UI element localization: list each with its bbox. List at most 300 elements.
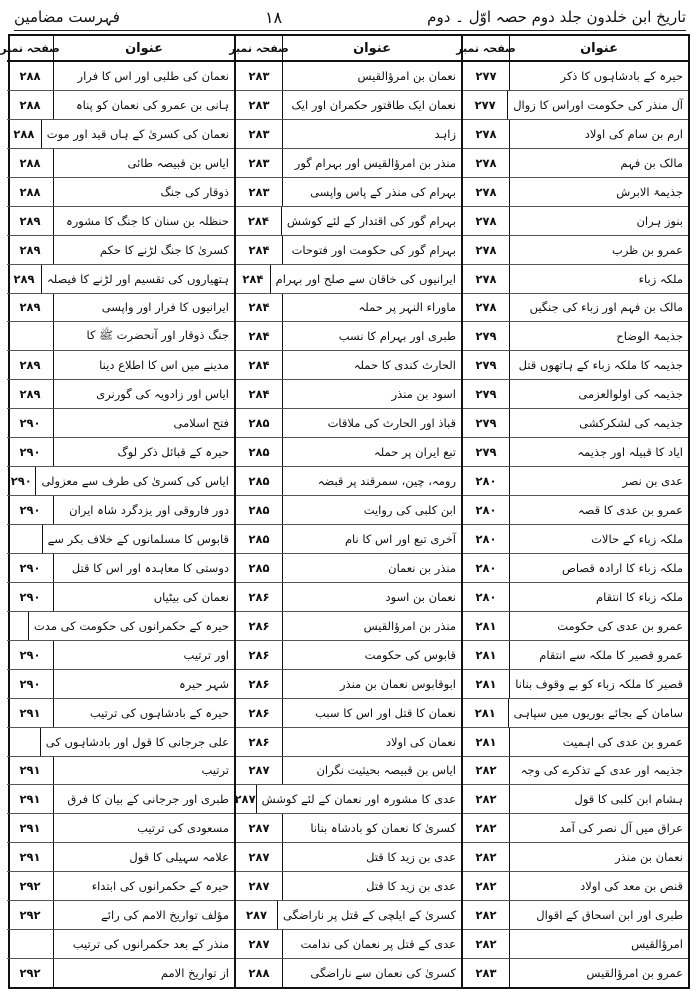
entry-page: ۲۹۰ xyxy=(7,670,54,698)
entry-page: ۲۷۹ xyxy=(463,351,510,379)
contents-entry xyxy=(7,670,234,699)
entry-page: ۲۹۲ xyxy=(7,959,54,987)
entry-page: ۲۸۴ xyxy=(236,236,283,264)
entry-title: ہشام ابن کلبی کا قول xyxy=(574,792,683,807)
entry-title: عدی بن زید کا قتل xyxy=(366,879,456,894)
title-heading: عنوان xyxy=(125,40,163,56)
entry-page: ۲۸۵ xyxy=(236,554,283,582)
entry-page: ۲۹۰ xyxy=(7,438,54,466)
entry-page xyxy=(7,525,43,553)
entry-title: جذیمہ کا ملکہ زباء کے ہاتھوں قتل xyxy=(518,358,683,373)
contents-entry xyxy=(236,843,461,872)
entry-page: ۲۸۷ xyxy=(235,785,257,813)
entry-page: ۲۸۳ xyxy=(236,178,283,206)
entry-title: فتح اسلامی xyxy=(173,416,229,431)
entry-title: آخری تبع اور اس کا نام xyxy=(344,531,456,546)
contents-entry xyxy=(463,757,688,786)
entry-page: ۲۷۷ xyxy=(463,91,508,119)
entry-page: ۲۸۰ xyxy=(463,467,510,495)
entry-title: طبری اور بہرام کا نسب xyxy=(338,329,456,344)
entry-page: ۲۷۷ xyxy=(463,62,510,90)
entry-page: ۲۸۹ xyxy=(7,236,54,264)
entry-title: جذیمہ کی لشکرکشی xyxy=(579,416,683,431)
contents-entry xyxy=(7,814,234,843)
entry-page: ۲۹۲ xyxy=(7,901,54,929)
entry-title: عمرو بن عدی کی اہمیت xyxy=(562,734,683,749)
entry-title: مالک بن فہم xyxy=(620,155,683,170)
entry-title: نعمان بن منذر xyxy=(615,850,683,865)
entry-title: حیرہ کے حکمرانوں کی حکومت کی مدت xyxy=(33,618,229,633)
entry-page: ۲۸۵ xyxy=(236,438,283,466)
contents-entry xyxy=(236,62,461,91)
entry-title: جذیمۃ الوضاح xyxy=(616,329,683,344)
contents-column-1 xyxy=(456,36,688,987)
entry-title: جذیمہ کی اولوالعزمی xyxy=(578,387,683,402)
column-header xyxy=(456,36,688,62)
entry-page: ۲۸۹ xyxy=(7,265,42,293)
entry-title: جنگ ذوقار اور آنحضرت ﷺ کا xyxy=(86,327,229,342)
entry-title: نعمان کی اولاد xyxy=(385,734,456,749)
contents-entry xyxy=(7,930,234,959)
contents-entry xyxy=(463,467,688,496)
entry-page: ۲۹۱ xyxy=(7,814,54,842)
entry-page: ۲۸۸ xyxy=(7,120,42,148)
contents-entry xyxy=(236,728,461,757)
entry-title: علی جرجانی کا قول اور بادشاہوں کی xyxy=(45,734,229,749)
entry-page: ۲۸۰ xyxy=(463,496,510,524)
contents-entry xyxy=(236,496,461,525)
contents-entry xyxy=(7,236,234,265)
entry-page: ۲۸۵ xyxy=(236,496,283,524)
contents-entry xyxy=(7,149,234,178)
contents-entry xyxy=(236,351,461,380)
column-rows xyxy=(236,62,461,987)
contents-entry xyxy=(463,901,688,930)
entry-title: امرؤالقیس xyxy=(631,937,683,952)
column-rows xyxy=(463,62,688,987)
contents-entry xyxy=(7,612,234,641)
entry-title: نعمان کا قتل اور اس کا سبب xyxy=(315,705,456,720)
entry-page xyxy=(7,612,29,640)
entry-title: منذر بن امرؤالقیس xyxy=(363,618,456,633)
contents-entry xyxy=(7,496,234,525)
entry-title: علامہ سہیلی کا قول xyxy=(129,850,229,865)
contents-entry xyxy=(236,785,461,814)
entry-page xyxy=(7,930,54,958)
entry-title: ابن کلبی کی روایت xyxy=(363,503,456,518)
entry-title: نعمان کی طلبی اور اس کا فرار xyxy=(77,68,229,83)
contents-entry xyxy=(7,525,234,554)
contents-entry xyxy=(236,322,461,351)
entry-page: ۲۸۲ xyxy=(463,872,510,900)
contents-entry xyxy=(463,149,688,178)
entry-title: ملکہ زباء کے حالات xyxy=(591,531,683,546)
contents-entry xyxy=(463,294,688,323)
contents-entry xyxy=(463,583,688,612)
contents-entry xyxy=(463,612,688,641)
entry-page: ۲۸۶ xyxy=(236,699,283,727)
contents-entry xyxy=(7,785,234,814)
contents-entry xyxy=(236,149,461,178)
entry-page: ۲۸۲ xyxy=(463,843,510,871)
contents-entry xyxy=(236,236,461,265)
contents-entry xyxy=(463,62,688,91)
contents-entry xyxy=(463,322,688,351)
entry-page: ۲۸۰ xyxy=(463,554,510,582)
entry-page: ۲۹۰ xyxy=(7,496,54,524)
contents-entry xyxy=(236,872,461,901)
entry-title: قابوس کا مسلمانوں کے خلاف بکر سے xyxy=(47,531,229,546)
contents-entry xyxy=(236,91,461,120)
entry-title: عمرو قصیر کا ملکہ سے انتقام xyxy=(539,647,683,662)
entry-title: عدی بن نصر xyxy=(622,474,683,489)
entry-page: ۲۸۶ xyxy=(236,670,283,698)
entry-page: ۲۹۱ xyxy=(7,757,54,785)
entry-title: ملکہ زباء کا ارادہ قصاص xyxy=(561,560,683,575)
entry-page: ۲۸۳ xyxy=(236,149,283,177)
entry-page: ۲۸۷ xyxy=(236,814,283,842)
entry-page: ۲۸۶ xyxy=(236,583,283,611)
title-heading: عنوان xyxy=(353,40,391,56)
contents-entry xyxy=(236,757,461,786)
entry-page: ۲۹۰ xyxy=(7,583,54,611)
entry-title: منذر کے بعد حکمرانوں کی ترتیب xyxy=(72,937,229,952)
section-title: فہرست مضامین xyxy=(14,8,120,26)
page-heading: صفحہ نمبر xyxy=(236,36,283,60)
entry-title: قباذ اور الحارث کی ملاقات xyxy=(327,416,456,431)
entry-title: ایرانیوں کا فرار اور واپسی xyxy=(101,300,229,315)
entry-title: بہرام گور کی اقتدار کے لئے کوشش xyxy=(286,213,456,228)
entry-title: بہرام کی منذر کے پاس واپسی xyxy=(310,184,456,199)
contents-entry xyxy=(463,265,688,294)
entry-title: ارم بن سام کی اولاد xyxy=(584,126,683,141)
entry-title: ذوقار کی جنگ xyxy=(160,184,229,199)
contents-entry xyxy=(236,207,461,236)
entry-page: ۲۷۸ xyxy=(463,149,510,177)
entry-title: ایاس اور زادویہ کی گورنری xyxy=(96,387,229,402)
entry-title: کسریٰ کا نعمان کو بادشاہ بنانا xyxy=(310,821,456,836)
contents-entry xyxy=(7,294,234,323)
entry-title: ترتیب xyxy=(201,763,229,778)
entry-title: ایاس کی کسریٰ کی طرف سے معزولی xyxy=(41,474,229,489)
contents-entry xyxy=(7,901,234,930)
entry-page: ۲۸۹ xyxy=(7,294,54,322)
entry-title: نعمان بن اسود xyxy=(385,589,456,604)
entry-page: ۲۷۹ xyxy=(463,380,510,408)
entry-title: الحارث کندی کا حملہ xyxy=(353,358,456,373)
column-header xyxy=(229,36,461,62)
entry-page: ۲۸۴ xyxy=(236,380,283,408)
contents-entry xyxy=(236,294,461,323)
contents-entry xyxy=(463,872,688,901)
entry-title: حیرہ کے حکمرانوں کی ابتداء xyxy=(91,879,229,894)
entry-title: نعمان ایک طاقتور حکمران اور ایک xyxy=(291,97,456,112)
contents-column-2 xyxy=(229,36,461,987)
contents-entry xyxy=(7,728,234,757)
entry-title: دوستی کا معاہدہ اور اس کا قتل xyxy=(71,560,229,575)
contents-entry xyxy=(7,438,234,467)
contents-entry xyxy=(7,62,234,91)
entry-page xyxy=(7,322,54,350)
contents-entry xyxy=(236,930,461,959)
entry-page: ۲۸۳ xyxy=(236,62,283,90)
entry-page: ۲۸۶ xyxy=(236,641,283,669)
entry-title: مدینے میں اس کا اطلاع دینا xyxy=(99,358,229,373)
entry-page: ۲۸۷ xyxy=(236,930,283,958)
contents-entry xyxy=(236,959,461,987)
column-header xyxy=(0,36,234,62)
contents-entry xyxy=(236,525,461,554)
entry-title: عمرو بن امرؤالقیس xyxy=(586,966,683,981)
contents-entry xyxy=(463,554,688,583)
entry-page: ۲۹۲ xyxy=(7,872,54,900)
entry-page: ۲۷۹ xyxy=(463,409,510,437)
entry-title: سامان کے بجائے بوریوں میں سپاہی xyxy=(513,705,683,720)
entry-page: ۲۸۵ xyxy=(236,525,283,553)
contents-entry xyxy=(7,409,234,438)
entry-title: حیرہ کے بادشاہوں کا ذکر xyxy=(560,68,683,83)
contents-entry xyxy=(236,901,461,930)
contents-entry xyxy=(463,207,688,236)
entry-title: تبع ایران پر حملہ xyxy=(374,445,456,460)
entry-title: ہتھیاروں کی تقسیم اور لڑنے کا فیصلہ xyxy=(47,271,229,286)
entry-page: ۲۸۷ xyxy=(236,872,283,900)
entry-title: عمرو بن عدی کی حکومت xyxy=(557,618,683,633)
entry-page: ۲۹۱ xyxy=(7,699,54,727)
entry-title: آل منذر کی حکومت اوراس کا زوال xyxy=(513,97,683,112)
contents-entry xyxy=(7,843,234,872)
column-rows xyxy=(7,62,234,987)
entry-title: جذیمۃ الابرش xyxy=(616,184,683,199)
entry-page: ۲۷۸ xyxy=(463,265,510,293)
contents-entry xyxy=(463,380,688,409)
entry-page: ۲۸۸ xyxy=(236,959,283,987)
contents-entry xyxy=(236,467,461,496)
entry-title: منذر بن نعمان xyxy=(388,560,456,575)
entry-page: ۲۹۰ xyxy=(7,409,54,437)
entry-title: منذر بن امرؤالقیس اور بہرام گور xyxy=(294,155,456,170)
entry-page: ۲۸۶ xyxy=(236,612,283,640)
contents-entry xyxy=(7,467,234,496)
entry-title: بنوز ہران xyxy=(636,213,683,228)
book-title: تاریخ ابن خلدون جلد دوم حصہ اوّل ۔ دوم xyxy=(427,8,686,26)
entry-title: مسعودی کی ترتیب xyxy=(137,821,229,836)
entry-page: ۲۹۰ xyxy=(7,641,54,669)
entry-title: اسود بن منذر xyxy=(391,387,456,402)
entry-page: ۲۸۴ xyxy=(236,265,271,293)
entry-page: ۲۸۲ xyxy=(463,785,510,813)
entry-title: ایاد کا قبیلہ اور جذیمہ xyxy=(577,445,683,460)
entry-page: ۲۸۱ xyxy=(463,670,510,698)
contents-column-3 xyxy=(0,36,234,987)
entry-title: ملکہ زباء کا انتقام xyxy=(596,589,683,604)
page-heading: صفحہ نمبر xyxy=(463,36,510,60)
contents-entry xyxy=(7,120,234,149)
entry-page: ۲۷۸ xyxy=(463,178,510,206)
contents-entry xyxy=(236,265,461,294)
entry-title: شہر حیرہ xyxy=(178,676,229,691)
entry-page: ۲۸۸ xyxy=(7,62,54,90)
contents-entry xyxy=(463,814,688,843)
contents-entry xyxy=(236,699,461,728)
entry-page: ۲۸۷ xyxy=(236,843,283,871)
entry-title: رومہ، چین، سمرقند پر قبضہ xyxy=(317,474,456,489)
contents-entry xyxy=(463,236,688,265)
entry-title: قصیر کا ملکہ زباء کو بے وقوف بنانا xyxy=(515,676,683,691)
entry-page: ۲۹۱ xyxy=(7,843,54,871)
entry-title: کسریٰ کا جنگ لڑنے کا حکم xyxy=(99,242,229,257)
entry-page: ۲۸۰ xyxy=(463,525,510,553)
entry-title: بہرام گور کی حکومت اور فتوحات xyxy=(291,242,456,257)
entry-page: ۲۸۸ xyxy=(7,149,54,177)
entry-page: ۲۸۴ xyxy=(236,294,283,322)
entry-title: عمرو بن عدی کا قصہ xyxy=(577,503,683,518)
entry-title: نعمان بن امرؤالقیس xyxy=(357,68,456,83)
contents-entry xyxy=(236,178,461,207)
contents-entry xyxy=(7,351,234,380)
entry-title: حیرہ کے بادشاہوں کی ترتیب xyxy=(89,705,229,720)
entry-title: ماوراء النہر پر حملہ xyxy=(358,300,456,315)
contents-entry xyxy=(463,728,688,757)
entry-title: ابوقابوس نعمان بن منذر xyxy=(339,676,456,691)
entry-title: عدی کے قتل پر نعمان کی ندامت xyxy=(300,937,456,952)
contents-entry xyxy=(463,409,688,438)
entry-title: طبری اور جرجانی کے بیان کا فرق xyxy=(67,792,229,807)
contents-entry xyxy=(7,207,234,236)
entry-page: ۲۸۳ xyxy=(463,959,510,987)
contents-entry xyxy=(463,959,688,987)
page-number: ۱۸ xyxy=(264,7,283,27)
entry-page: ۲۸۳ xyxy=(236,120,283,148)
entry-page: ۲۷۸ xyxy=(463,294,510,322)
entry-page: ۲۸۱ xyxy=(463,641,510,669)
entry-title: از تواریخ الامم xyxy=(160,966,229,981)
contents-entry xyxy=(236,583,461,612)
entry-page: ۲۸۱ xyxy=(463,612,510,640)
entry-title: قنص بن معد کی اولاد xyxy=(580,879,683,894)
entry-title: نعمان کی بیٹیاں xyxy=(153,589,229,604)
entry-page: ۲۸۰ xyxy=(463,583,510,611)
contents-entry xyxy=(463,930,688,959)
contents-entry xyxy=(236,612,461,641)
entry-page: ۲۹۱ xyxy=(7,785,54,813)
entry-page: ۲۸۴ xyxy=(236,207,282,235)
entry-title: ایاس بن قبیصہ بحیثیت نگران xyxy=(316,763,456,778)
contents-entry xyxy=(463,525,688,554)
contents-table xyxy=(0,34,690,989)
entry-title: عراق میں آل نصر کی آمد xyxy=(559,821,683,836)
contents-entry xyxy=(463,670,688,699)
entry-page xyxy=(7,728,41,756)
entry-page: ۲۸۲ xyxy=(463,930,510,958)
contents-entry xyxy=(7,757,234,786)
contents-entry xyxy=(7,91,234,120)
entry-page: ۲۸۲ xyxy=(463,757,510,785)
entry-title: جذیمہ اور عدی کے تذکرے کی وجہ xyxy=(520,763,683,778)
entry-page: ۲۹۰ xyxy=(7,467,36,495)
entry-page: ۲۸۹ xyxy=(7,380,54,408)
entry-page: ۲۷۸ xyxy=(463,120,510,148)
page-heading: صفحہ نمبر xyxy=(7,36,54,60)
entry-page: ۲۸۷ xyxy=(236,757,283,785)
entry-page: ۲۸۲ xyxy=(463,901,510,929)
contents-entry xyxy=(7,872,234,901)
entry-page: ۲۸۵ xyxy=(236,409,283,437)
contents-entry xyxy=(463,91,688,120)
page-header xyxy=(14,4,686,31)
entry-page: ۲۸۴ xyxy=(236,351,283,379)
entry-title: کسریٰ کے ایلچی کے قتل پر ناراضگی xyxy=(282,908,456,923)
entry-page: ۲۸۶ xyxy=(236,728,283,756)
entry-title: زاہد xyxy=(434,126,456,141)
contents-entry xyxy=(236,670,461,699)
entry-page: ۲۷۸ xyxy=(463,207,510,235)
contents-entry xyxy=(7,641,234,670)
entry-title: ملکہ زباء xyxy=(638,271,683,286)
entry-page: ۲۸۴ xyxy=(236,322,283,350)
entry-page: ۲۸۳ xyxy=(236,91,283,119)
contents-entry xyxy=(463,641,688,670)
contents-entry xyxy=(7,265,234,294)
entry-title: حیرہ کے قبائل ذکر لوگ xyxy=(117,445,229,460)
entry-page: ۲۹۰ xyxy=(7,554,54,582)
entry-title: ایرانیوں کی خاقان سے صلح اور بہرام xyxy=(275,271,456,286)
contents-entry xyxy=(463,351,688,380)
entry-page: ۲۷۹ xyxy=(463,438,510,466)
title-heading: عنوان xyxy=(580,40,618,56)
contents-entry xyxy=(7,554,234,583)
contents-entry xyxy=(236,814,461,843)
contents-entry xyxy=(7,322,234,351)
contents-entry xyxy=(463,785,688,814)
contents-entry xyxy=(463,843,688,872)
contents-entry xyxy=(7,959,234,987)
contents-entry xyxy=(463,120,688,149)
entry-page: ۲۷۸ xyxy=(463,236,510,264)
contents-entry xyxy=(236,380,461,409)
contents-entry xyxy=(7,699,234,728)
contents-entry xyxy=(463,496,688,525)
contents-entry xyxy=(236,409,461,438)
entry-title: دور فاروقی اور یزدگرد شاہ ایران xyxy=(69,503,229,518)
entry-page: ۲۸۹ xyxy=(7,207,54,235)
contents-entry xyxy=(463,699,688,728)
entry-title: عدی بن زید کا قتل xyxy=(366,850,456,865)
entry-title: عدی کا مشورہ اور نعمان کے لئے کوشش xyxy=(261,792,456,807)
entry-page: ۲۷۹ xyxy=(463,322,510,350)
contents-entry xyxy=(236,554,461,583)
contents-entry xyxy=(236,438,461,467)
entry-page: ۲۸۵ xyxy=(236,467,283,495)
entry-page: ۲۸۹ xyxy=(7,351,54,379)
entry-page: ۲۸۲ xyxy=(463,814,510,842)
entry-title: کسریٰ کی نعمان سے ناراضگی xyxy=(310,966,456,981)
entry-page: ۲۸۸ xyxy=(7,91,54,119)
entry-page: ۲۸۷ xyxy=(236,901,278,929)
contents-entry xyxy=(7,178,234,207)
entry-page: ۲۸۱ xyxy=(463,728,510,756)
entry-title: مؤلف تواریخ الامم کی رائے xyxy=(101,908,229,923)
entry-title: مالک بن فہم اور زباء کی جنگیں xyxy=(529,300,683,315)
entry-title: ہانی بن عمرو کی نعمان کو پناہ xyxy=(75,97,229,112)
contents-entry xyxy=(7,380,234,409)
entry-title: حنظلہ بن سنان کا جنگ کا مشورہ xyxy=(66,213,229,228)
entry-title: قابوس کی حکومت xyxy=(364,647,456,662)
contents-entry xyxy=(463,438,688,467)
entry-title: اور ترتیب xyxy=(183,647,229,662)
entry-title: عمرو بن ظرب xyxy=(612,242,683,257)
entry-page: ۲۸۸ xyxy=(7,178,54,206)
